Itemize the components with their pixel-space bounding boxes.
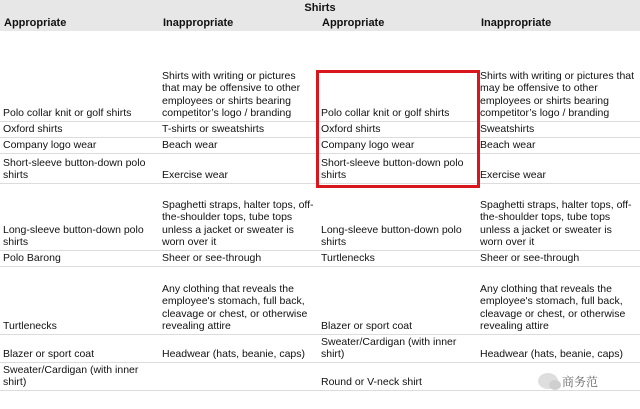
- table-cell-a1: Company logo wear: [0, 137, 159, 153]
- watermark-text: 商务范: [562, 374, 599, 389]
- table-cell-a2: Blazer or sport coat: [318, 266, 477, 334]
- table-row: [0, 334, 640, 362]
- header-appropriate-1: Appropriate: [4, 17, 67, 29]
- table-cell-i2: Beach wear: [477, 137, 640, 153]
- table-cell-i1: Exercise wear: [159, 153, 318, 183]
- table-cell-i1: T-shirts or sweatshirts: [159, 121, 318, 137]
- header-appropriate-2: Appropriate: [322, 17, 385, 29]
- table-cell-i1: Headwear (hats, beanie, caps): [159, 334, 318, 362]
- table-row: [0, 266, 640, 334]
- table-title: Shirts: [0, 0, 640, 16]
- table-cell-i2: Exercise wear: [477, 153, 640, 183]
- highlight-box: [316, 70, 480, 188]
- header-inappropriate-1: Inappropriate: [163, 17, 234, 29]
- table-cell-i1: Spaghetti straps, halter tops, off-the-shoulder tops, tube tops unless a jacket or sweater is worn over it: [159, 183, 318, 250]
- table-cell-a2: Company logo wear: [318, 137, 477, 153]
- table-cell-i1: Shirts with writing or pictures that may be offensive to other employees or shirts bearing competitor’s logo / branding: [159, 31, 318, 121]
- table-cell-i2: Shirts with writing or pictures that may be offensive to other employees or shirts bearing competitor’s logo / branding: [477, 31, 640, 121]
- table-cell-a2: Round or V-neck shirt: [318, 362, 477, 390]
- table-cell-i1: Sheer or see-through: [159, 250, 318, 266]
- table-cell-i1: [159, 362, 318, 390]
- table-cell-a1: Long-sleeve button-down polo shirts: [0, 183, 159, 250]
- column-headers: [0, 16, 640, 31]
- table-cell-a2: Sweater/Cardigan (with inner shirt): [318, 334, 477, 362]
- table-cell-a1: Blazer or sport coat: [0, 334, 159, 362]
- table-cell-i1: Any clothing that reveals the employee's stomach, full back, cleavage or chest, or otherwise revealing attire: [159, 266, 318, 334]
- table-cell-a2: Short-sleeve button-down polo shirts: [318, 153, 477, 183]
- table-cell-a1: Polo Barong: [0, 250, 159, 266]
- table-cell-i2: Any clothing that reveals the employee's stomach, full back, cleavage or chest, or otherwise revealing attire: [477, 266, 640, 334]
- table-cell-i2: Sweatshirts: [477, 121, 640, 137]
- table-cell-a1: Oxford shirts: [0, 121, 159, 137]
- header-inappropriate-2: Inappropriate: [481, 17, 552, 29]
- table-cell-i1: Beach wear: [159, 137, 318, 153]
- table-cell-a2: Turtlenecks: [318, 250, 477, 266]
- table-cell-a1: Short-sleeve button-down polo shirts: [0, 153, 159, 183]
- table-cell-a2: Oxford shirts: [318, 121, 477, 137]
- table-cell-i2: Headwear (hats, beanie, caps): [477, 334, 640, 362]
- table-cell-a2: Long-sleeve button-down polo shirts: [318, 183, 477, 250]
- table-row: [0, 250, 640, 266]
- table-cell-a1: Sweater/Cardigan (with inner shirt): [0, 362, 159, 390]
- watermark: [538, 369, 638, 393]
- table-cell-a1: Polo collar knit or golf shirts: [0, 31, 159, 121]
- chat-bubble-icon: [538, 373, 558, 389]
- table-cell-a2: Polo collar knit or golf shirts: [318, 31, 477, 121]
- table-cell-a1: Turtlenecks: [0, 266, 159, 334]
- table-cell-i2: Sheer or see-through: [477, 250, 640, 266]
- table-cell-i2: Spaghetti straps, halter tops, off-the-shoulder tops, tube tops unless a jacket or sweater is worn over it: [477, 183, 640, 250]
- table-row: [0, 183, 640, 250]
